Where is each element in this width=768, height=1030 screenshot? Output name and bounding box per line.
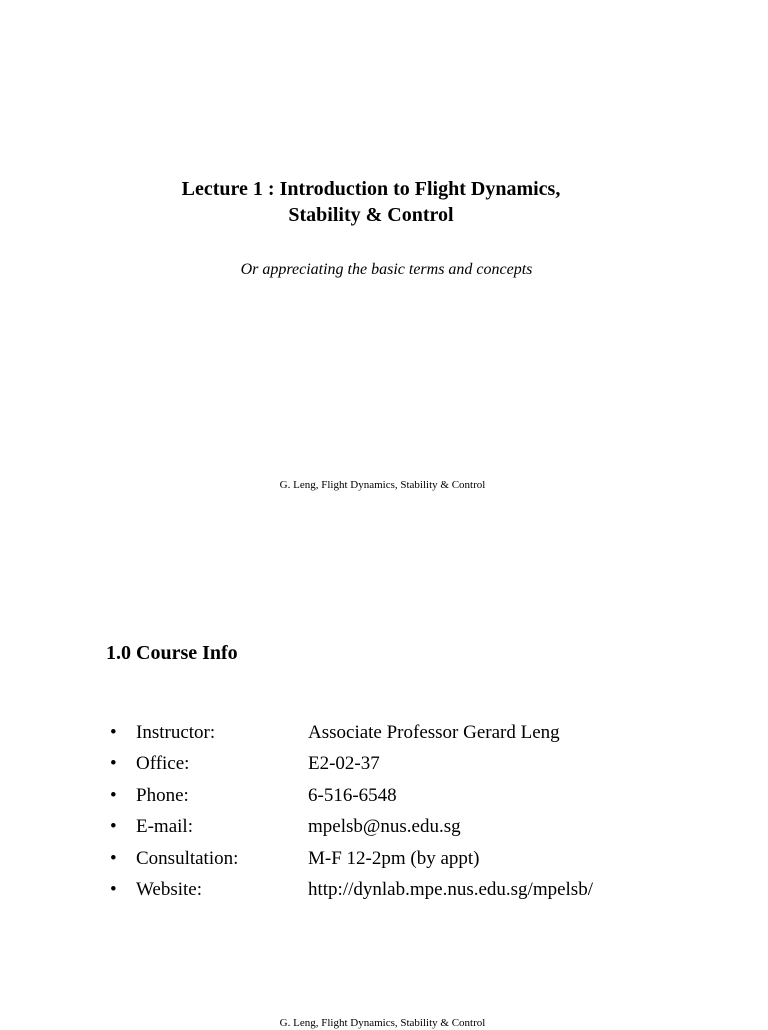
info-value: Associate Professor Gerard Leng: [308, 722, 560, 743]
bullet-icon: •: [110, 753, 117, 775]
info-label: Phone:: [136, 784, 189, 806]
info-value: E2-02-37: [308, 753, 380, 775]
info-value: M-F 12-2pm (by appt): [308, 847, 480, 869]
info-value: mpelsb@nus.edu.sg: [308, 816, 461, 838]
section-heading: 1.0 Course Info: [106, 642, 238, 664]
lecture-title-line-2: Stability & Control: [288, 204, 454, 226]
course-info-list: [0, 720, 768, 908]
bullet-icon: •: [110, 784, 117, 806]
slide-footer: G. Leng, Flight Dynamics, Stability & Control: [279, 479, 486, 491]
info-label: E-mail:: [136, 816, 193, 838]
list-item: [0, 846, 768, 877]
slide-footer-cut: G. Leng, Flight Dynamics, Stability & Control: [279, 1017, 486, 1029]
info-label: Instructor:: [136, 722, 216, 743]
lecture-title-line-1: Lecture 1 : Introduction to Flight Dynamics,: [181, 178, 561, 200]
info-label: Website:: [136, 878, 203, 900]
bullet-icon: •: [110, 847, 117, 869]
list-item: [0, 877, 768, 908]
bullet-icon: •: [110, 722, 117, 743]
bullet-icon: •: [110, 878, 117, 900]
info-label: Consultation:: [136, 847, 239, 869]
info-value: 6-516-6548: [308, 784, 397, 806]
list-item: [0, 814, 768, 845]
list-item: [0, 783, 768, 814]
info-value: http://dynlab.mpe.nus.edu.sg/mpelsb/: [308, 878, 593, 900]
info-label: Office:: [136, 753, 190, 775]
lecture-subtitle: Or appreciating the basic terms and concepts: [240, 261, 533, 278]
list-item: [0, 751, 768, 782]
list-item: [0, 720, 768, 751]
bullet-icon: •: [110, 816, 117, 838]
